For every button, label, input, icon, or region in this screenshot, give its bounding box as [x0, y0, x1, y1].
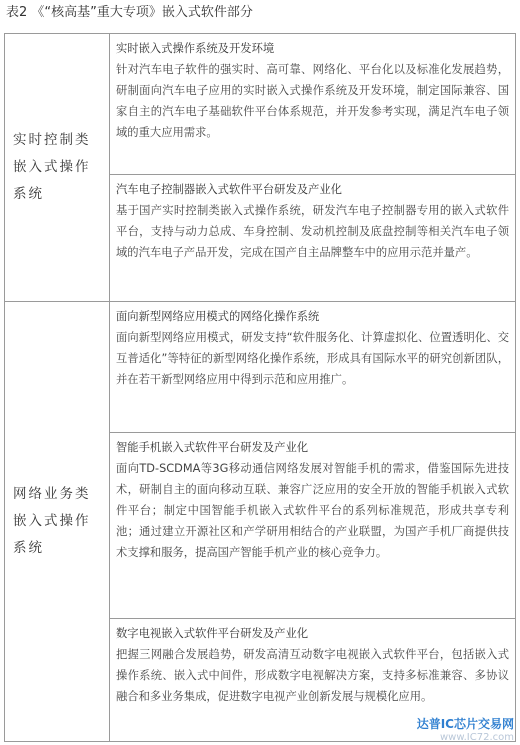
table-row	[5, 34, 516, 175]
item-title: 面向新型网络应用模式的网络化操作系统	[116, 310, 320, 323]
item-description: 把握三网融合发展趋势，研发高清互动数字电视嵌入式软件平台，包括嵌入式操作系统、嵌入式中间件，形成数字电视解决方案，支持多标准兼容、多协议融合和多业务集成，促进数字电视产业创新发展与规模化应用。	[116, 648, 509, 703]
item-title: 数字电视嵌入式软件平台研发及产业化	[116, 627, 309, 640]
item-title: 智能手机嵌入式软件平台研发及产业化	[116, 441, 309, 454]
watermark-name: 达普IC芯片交易网	[416, 717, 514, 731]
item-title: 汽车电子控制器嵌入式软件平台研发及产业化	[116, 183, 342, 196]
item-description: 基于国产实时控制类嵌入式操作系统，研发汽车电子控制器专用的嵌入式软件平台，支持与动力总成、车身控制、发动机控制及底盘控制等相关汽车电子领域的汽车电子产品开发，完成在国产自主品牌整车中的应用示范并量产。	[116, 204, 509, 259]
table-row	[5, 302, 516, 433]
watermark-url: www.IC72.com	[440, 732, 514, 743]
category-cell: 实时控制类嵌入式操作系统	[5, 34, 110, 302]
item-description: 面向TD-SCDMA等3G移动通信网络发展对智能手机的需求，借鉴国际先进技术，研制自主的面向移动互联、兼容广泛应用的安全开放的智能手机嵌入式软件平台；制定中国智能手机嵌入式软件平台的系列标准规范，形成共享专利池；通过建立开源社区和产学研用相结合的产业联盟，为国产手机厂商提供技术支撑和服务，提高国产智能手机产业的核心竞争力。	[116, 462, 509, 559]
item-description: 面向新型网络应用模式，研发支持“软件服务化、计算虚拟化、位置透明化、交互普适化”等特征的新型网络化操作系统，形成具有国际水平的研究创新团队，并在若干新型网络应用中得到示范和应用推广。	[116, 331, 509, 386]
item-title: 实时嵌入式操作系统及开发环境	[116, 42, 275, 55]
category-cell: 网络业务类嵌入式操作系统	[5, 302, 110, 742]
item-cell	[110, 433, 516, 619]
item-description: 针对汽车电子软件的强实时、高可靠、网络化、平台化以及标准化发展趋势，研制面向汽车电子应用的实时嵌入式操作系统及开发环境，制定国际兼容、国家自主的汽车电子基础软件平台体系规范，并开发参考实现，满足汽车电子领域的重大应用需求。	[116, 63, 509, 139]
item-cell	[110, 302, 516, 433]
item-cell	[110, 175, 516, 302]
item-cell	[110, 619, 516, 742]
table-caption: 表2 《“核高基”重大专项》嵌入式软件部分	[6, 5, 253, 20]
software-table	[4, 33, 516, 742]
item-cell	[110, 34, 516, 175]
